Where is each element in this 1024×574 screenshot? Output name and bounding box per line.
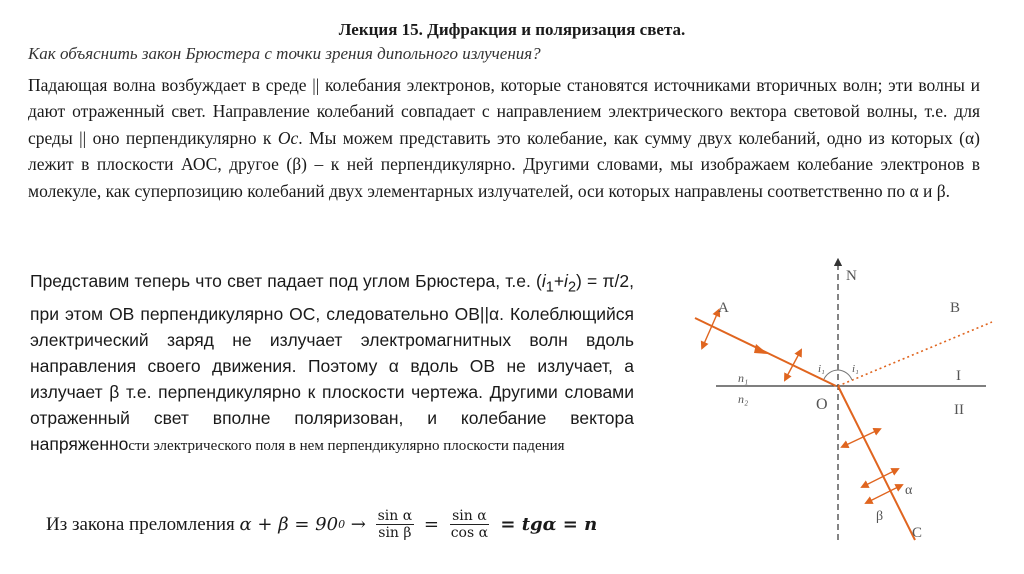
formula-equals: = (418, 514, 445, 535)
i2-subscript: 2 (567, 279, 577, 296)
label-O: O (816, 396, 828, 413)
label-B: B (950, 300, 961, 316)
label-N: N (846, 268, 857, 284)
formula-arrow: → (345, 514, 372, 535)
label-n1: n₁ (738, 371, 749, 385)
oscillation-arrow (864, 470, 896, 486)
label-beta: β (876, 509, 884, 524)
reflection-angle-arc (838, 370, 852, 380)
i1-symbol: i (541, 271, 546, 291)
formula-equals: = (494, 514, 522, 535)
i2-symbol: i (564, 271, 568, 291)
label-alpha: α (905, 483, 913, 498)
lecture-title: Лекция 15. Дифракция и поляризация света. (338, 20, 686, 39)
label-i1-reflected: i₁ (852, 363, 859, 375)
oscillation-arrow (786, 352, 800, 378)
para2-text-a: Представим теперь что свет падает под углом Брюстера, т.е. ( (30, 271, 542, 291)
frac2-numerator: sin α (452, 508, 487, 524)
parallel-symbol: || (312, 75, 320, 95)
frac1-denominator: sin β (378, 525, 412, 541)
label-C: C (912, 525, 923, 541)
formula-lhs: α + β = 90 (239, 514, 339, 535)
formula-prefix: Из закона преломления (46, 513, 240, 535)
label-A: A (718, 300, 729, 316)
incidence-angle-arc (824, 370, 838, 379)
label-n2: n₂ (738, 392, 749, 406)
para2-text-b: ) = π/2, при этом ОВ перпендикулярно ОС, следовательно ОВ||α. Колеблющийся электрический заряд не излучает электромагнитных волн вдоль направления своего движения. Поэтому α вдоль ОВ не излучает, а излучает β т.е. перпендикулярно к плоскости чертежа. Другими словами отраженный свет вполне поляризован, и колебание вектора напряженно (30, 271, 634, 454)
para1-text-a: Падающая волна возбуждает в среде (28, 75, 313, 95)
frac1-numerator: sin α (377, 508, 413, 524)
plus-sign: + (553, 271, 565, 291)
label-medium-I: I (956, 368, 961, 384)
reflected-ray (838, 322, 992, 386)
i1-subscript: 1 (545, 279, 554, 296)
para1-text-b: колебания электронов, которые становятся источниками вторичных волн; эти волны и дают отраженный свет. Направление колебаний совпадает с направлением электрического вектора световой волны, т.е. для среды (28, 75, 980, 148)
label-i1-incident: i₁ (818, 363, 825, 375)
incident-ray-arrowhead (754, 344, 768, 354)
label-medium-II: II (954, 402, 964, 418)
para1-text-d: . Мы можем представить это колебание, как сумму двух колебаний, одно из которых (α) лежит в плоскости АОС, другое (β) – к ней перпендикулярно. Другими словами, мы изображаем колебание электронов в молекуле, как суперпозицию колебаний двух элементарных излучателей, оси которых направлены соответственно по α и β. (28, 127, 980, 201)
question-subtitle: Как объяснить закон Брюстера с точки зрения дипольного излучения? (28, 44, 541, 63)
parallel-symbol: || (79, 127, 87, 148)
oc-label: Oc (277, 127, 299, 148)
formula-degree-sup: 0 (338, 518, 346, 531)
para1-text-c: оно перпендикулярно к (86, 127, 278, 148)
para2-text-small: сти электрического поля в нем перпендикулярно плоскости падения (128, 437, 565, 454)
frac2-denominator: cos α (450, 525, 489, 541)
formula-rhs: tgα = n (521, 514, 598, 535)
